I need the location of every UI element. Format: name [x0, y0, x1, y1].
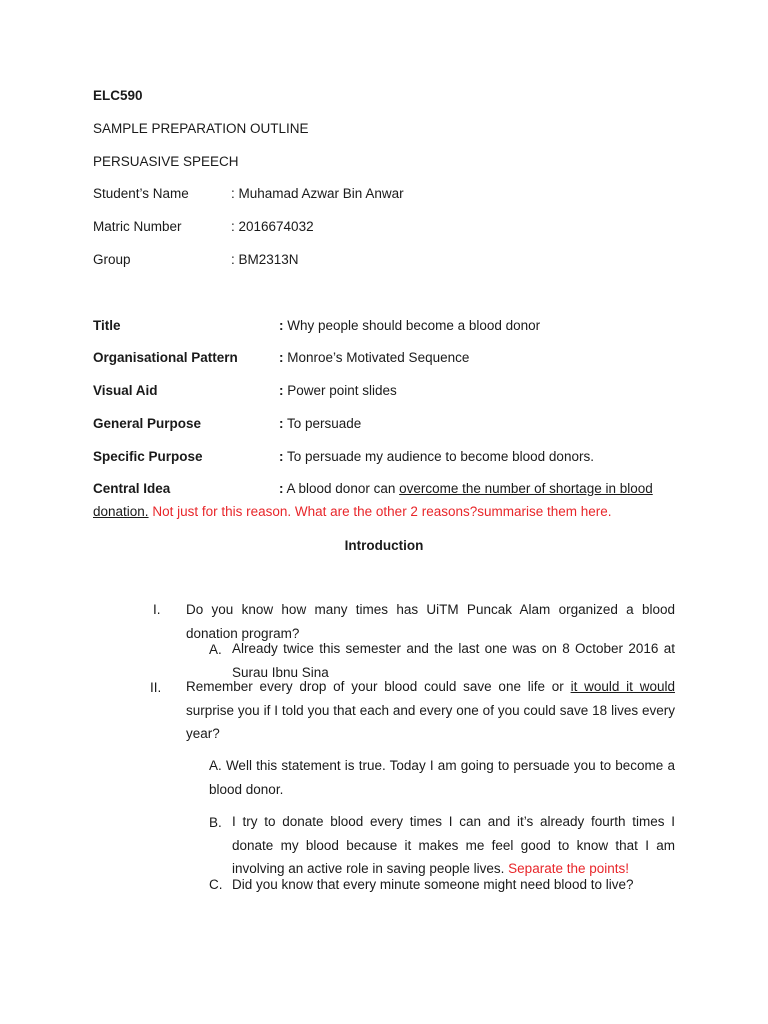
outline-item-2-letter-b: B. [209, 815, 222, 830]
outline-item-1-letter-a: A. [209, 642, 222, 657]
outline-item-2-sub-c: Did you know that every minute someone might need blood to live? [232, 877, 634, 892]
outline-item-1-sub-a: Already twice this semester and the last one was on 8 October 2016 at Surau Ibnu Sina [232, 641, 675, 680]
section-heading-introduction: Introduction [344, 538, 424, 553]
general-purpose-value: : To persuade [279, 416, 362, 431]
group-value: : BM2313N [231, 252, 299, 267]
organisational-pattern-value: : Monroe’s Motivated Sequence [279, 350, 470, 365]
document-title: SAMPLE PREPARATION OUTLINE [93, 121, 309, 136]
title-label: Title [93, 318, 121, 333]
outline-item-1: Do you know how many times has UiTM Puncak Alam organized a blood donation program? [186, 602, 675, 641]
matric-number-label: Matric Number [93, 219, 182, 234]
central-idea-continuation: donation. Not just for this reason. What are the other 2 reasons?summarise them here. [93, 504, 612, 519]
title-value: : Why people should become a blood donor [279, 318, 541, 333]
outline-item-2-sub-b: I try to donate blood every times I can and it’s already fourth times I donate my blood because it makes me feel good to know that I am involving an active role in saving people lives. Separate the points! [232, 814, 675, 876]
specific-purpose-value: : To persuade my audience to become blood donors. [279, 449, 594, 464]
outline-item-2-letter-c: C. [209, 877, 223, 892]
outline-item-2-sub-a: A. Well this statement is true. Today I am going to persuade you to become a blood donor. [209, 758, 675, 797]
outline-item-2: Remember every drop of your blood could save one life or it would it would surprise you if I told you that each and every one of you could save 18 lives every year? [186, 679, 675, 741]
visual-aid-value: : Power point slides [279, 383, 397, 398]
matric-number-value: : 2016674032 [231, 219, 314, 234]
central-idea-label: Central Idea [93, 481, 171, 496]
organisational-pattern-label: Organisational Pattern [93, 350, 238, 365]
general-purpose-label: General Purpose [93, 416, 202, 431]
outline-numeral-2: II. [150, 680, 162, 695]
central-idea-value: : A blood donor can overcome the number of shortage in blood [279, 481, 653, 496]
course-code: ELC590 [93, 88, 143, 103]
specific-purpose-label: Specific Purpose [93, 449, 203, 464]
student-name-label: Student’s Name [93, 186, 189, 201]
reviewer-comment: Not just for this reason. What are the other 2 reasons?summarise them here. [148, 504, 612, 519]
reviewer-comment-separate: Separate the points! [508, 861, 630, 876]
speech-type: PERSUASIVE SPEECH [93, 154, 239, 169]
outline-numeral-1: I. [153, 602, 161, 617]
group-label: Group [93, 252, 131, 267]
student-name-value: : Muhamad Azwar Bin Anwar [231, 186, 404, 201]
visual-aid-label: Visual Aid [93, 383, 158, 398]
